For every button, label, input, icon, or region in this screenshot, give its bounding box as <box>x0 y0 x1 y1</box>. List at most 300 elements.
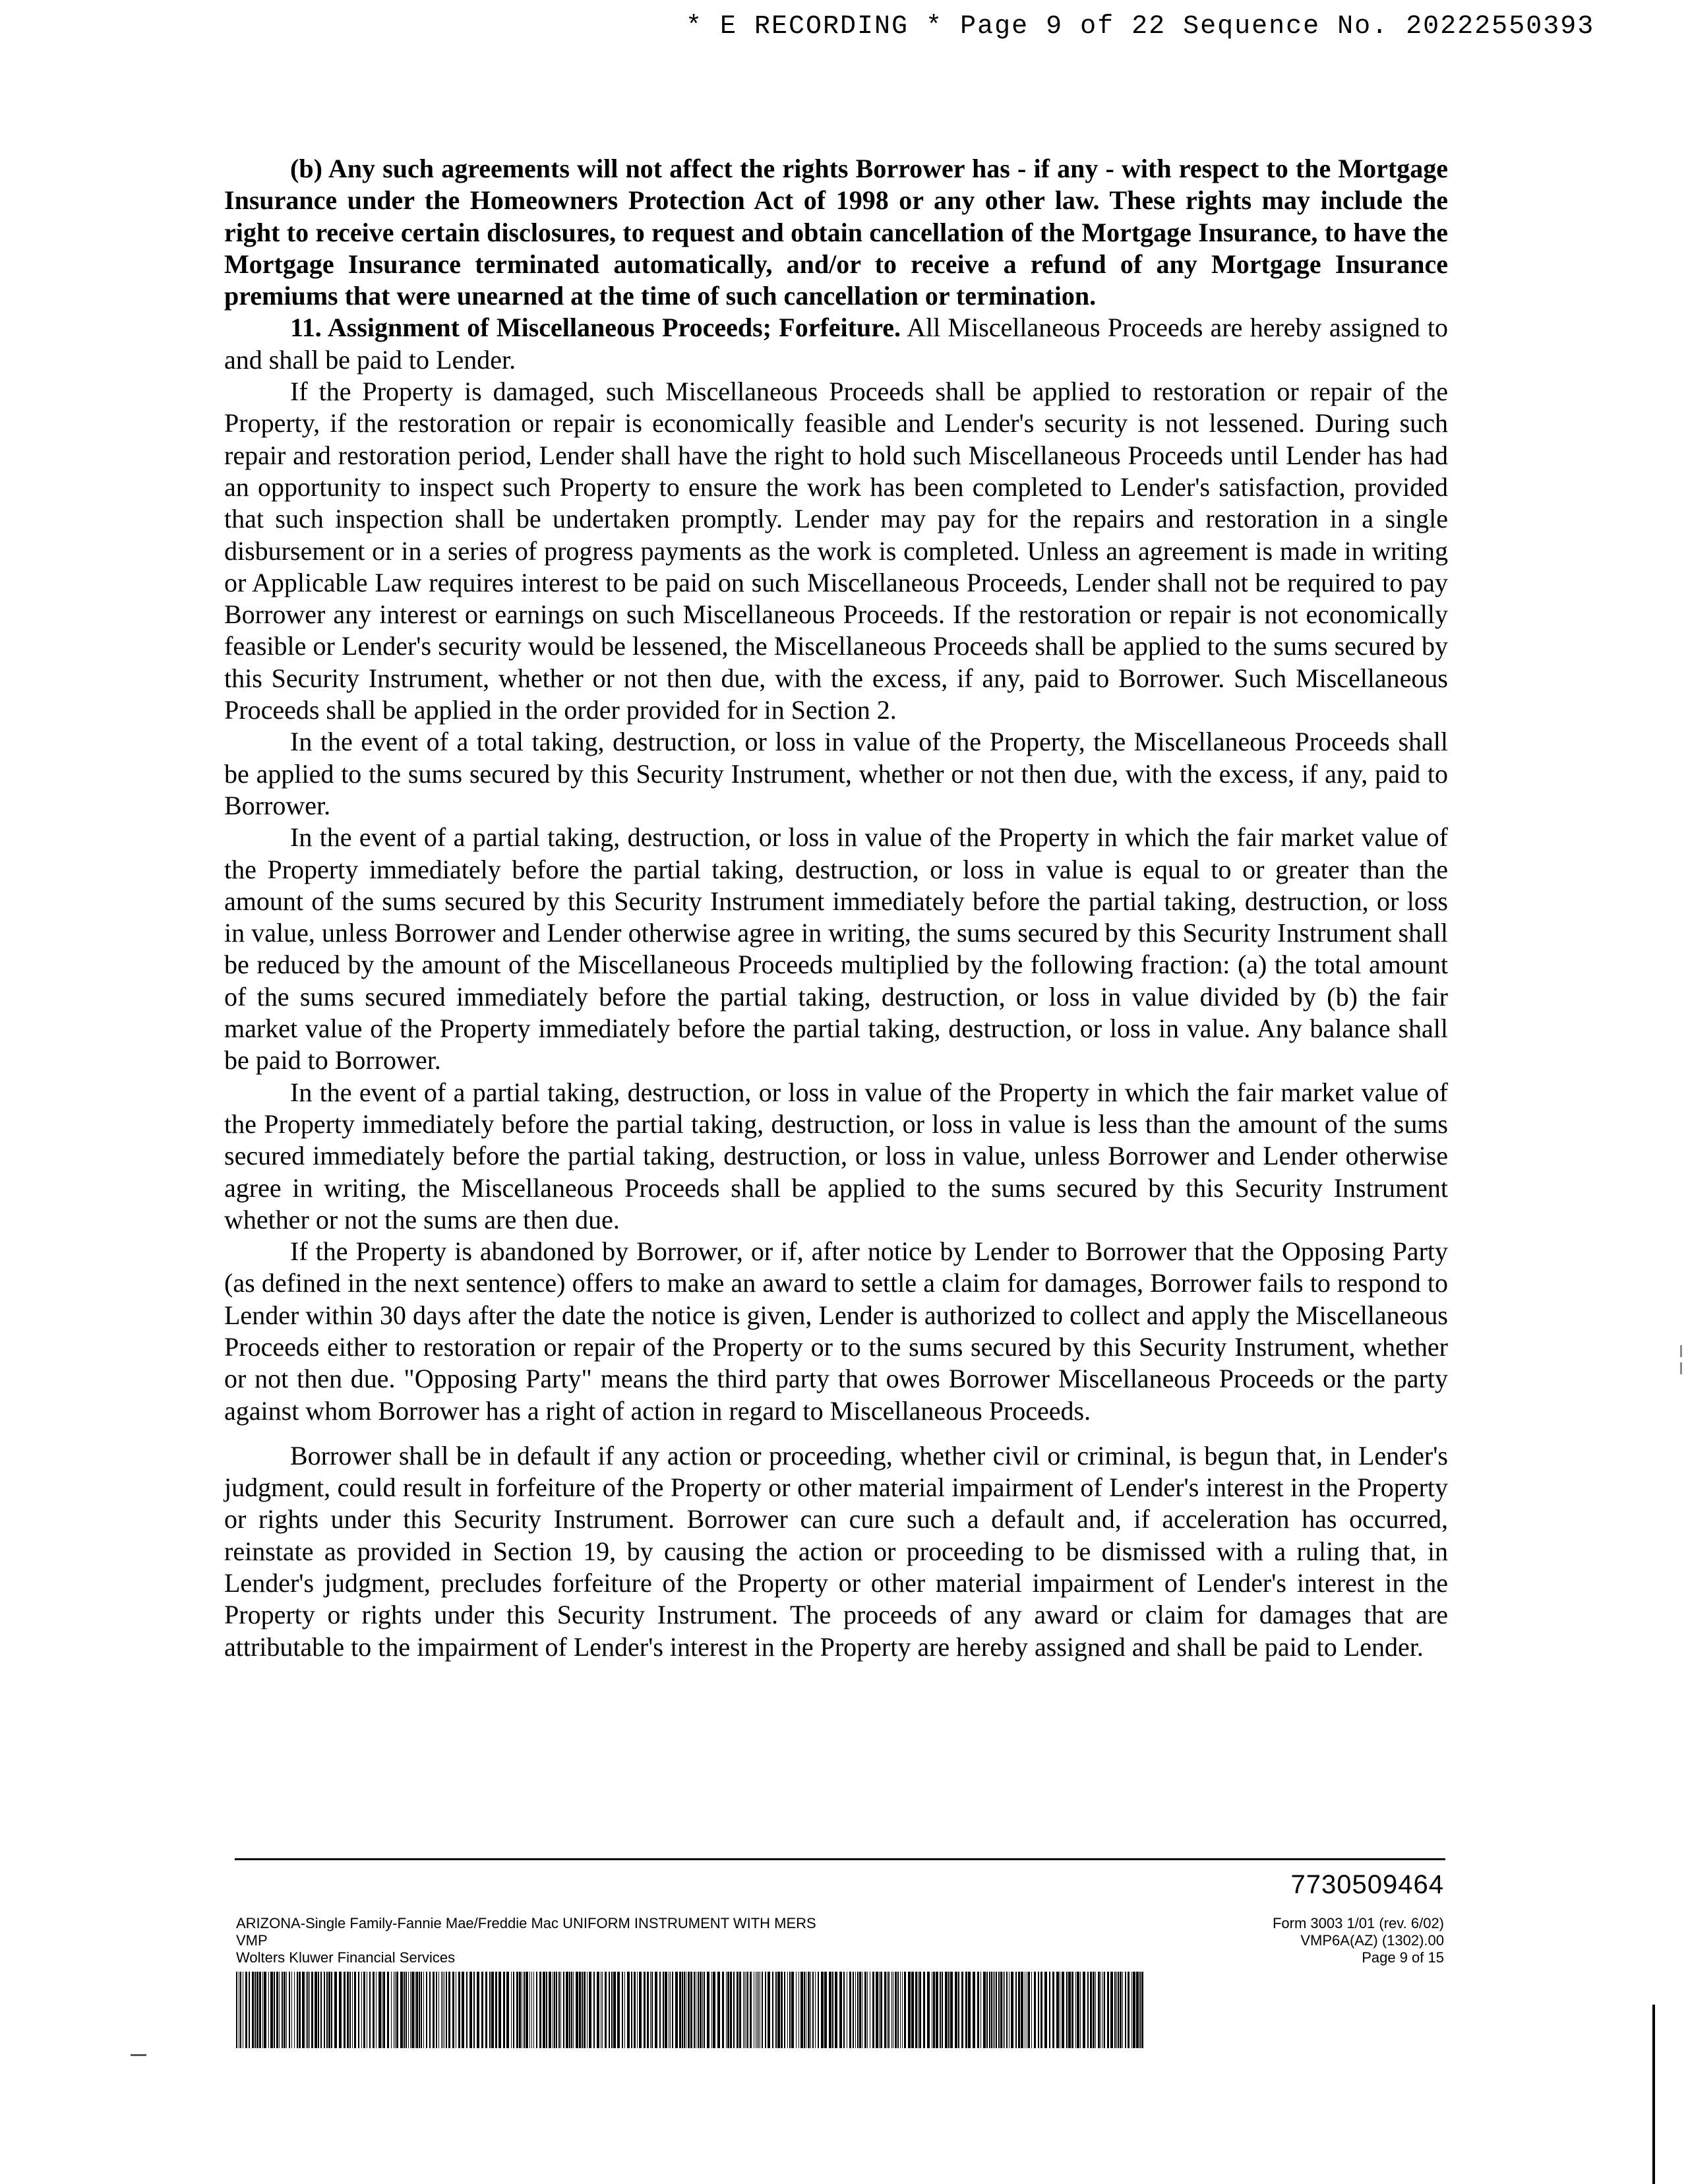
barcode-bar <box>584 1972 586 2048</box>
barcode-bar <box>609 1972 610 2048</box>
barcode-bar <box>815 1972 816 2048</box>
barcode-bar <box>1075 1972 1076 2048</box>
barcode-bar <box>958 1972 959 2048</box>
barcode-bar <box>1100 1972 1101 2048</box>
barcode-bar <box>864 1972 866 2048</box>
barcode-bar <box>1038 1972 1039 2048</box>
barcode-bar <box>839 1972 842 2048</box>
barcode-bar <box>617 1972 620 2048</box>
barcode-bar <box>334 1972 337 2048</box>
form-info-right <box>1121 1915 1444 1966</box>
barcode-bar <box>1068 1972 1071 2048</box>
barcode-bar <box>404 1972 405 2048</box>
barcode-bar <box>1095 1972 1096 2048</box>
barcode-bar <box>791 1972 794 2048</box>
barcode-bar <box>506 1972 509 2048</box>
margin-tick <box>131 2054 146 2056</box>
barcode-bar <box>1118 1972 1119 2048</box>
barcode-bar <box>597 1972 599 2048</box>
barcode-bar <box>320 1972 322 2048</box>
paragraph-abandoned: If the Property is abandoned by Borrower, or if, after notice by Lender to Borrower that the Opposing Party (as defined in the next sentence) offers to make an award to settle a claim for damages, Borrower fails to respond to Lender within 30 days after the date the notice is given, Lender is authorized to collect and apply the Miscellaneous Proceeds either to restoration or repair of the Property or to the sums secured by this Security Instrument, whether or not then due. "Opposing Party" means the third party that owes Borrower Miscellaneous Proceeds or the party against whom Borrower has a right of action in regard to Miscellaneous Proceeds. <box>224 1236 1448 1426</box>
barcode-bar <box>655 1972 657 2048</box>
barcode-bar <box>897 1972 899 2048</box>
barcode-bar <box>884 1972 886 2048</box>
barcode-bar <box>516 1972 518 2048</box>
barcode-bar <box>980 1972 981 2048</box>
barcode-bar <box>933 1972 935 2048</box>
barcode-bar <box>821 1972 824 2048</box>
barcode-bar <box>441 1972 442 2048</box>
barcode-bar <box>824 1972 827 2048</box>
barcode-bar <box>358 1972 359 2048</box>
barcode-bar <box>694 1972 695 2048</box>
paragraph-partial-less: In the event of a partial taking, destruction, or loss in value of the Property in which the fair market value of the Property immediately before the partial taking, destruction, or loss in value is less than the amount of the sums secured immediately before the partial taking, destruction, or loss in value, unless Borrower and Lender otherwise agree in writing, the Miscellaneous Proceeds shall be applied to the sums secured by this Security Instrument whether or not the sums are then due. <box>224 1077 1448 1234</box>
barcode-bar <box>670 1972 671 2048</box>
barcode-bar <box>973 1972 975 2048</box>
barcode-bar <box>762 1972 763 2048</box>
barcode-bar <box>579 1972 581 2048</box>
barcode-bar <box>549 1972 551 2048</box>
barcode-bar <box>1062 1972 1064 2048</box>
barcode-bar <box>726 1972 727 2048</box>
barcode-bar <box>940 1972 941 2048</box>
barcode-bar <box>624 1972 625 2048</box>
barcode-bar <box>743 1972 744 2048</box>
barcode-bar <box>276 1972 278 2048</box>
barcode-bar <box>983 1972 986 2048</box>
paragraph-partial-equal: In the event of a partial taking, destruction, or loss in value of the Property in which the fair market value of the Property immediately before the partial taking, destruction, or loss in value is equal to or greater than the amount of the sums secured by this Security Instrument immediately before the partial taking, destruction, or loss in value, unless Borrower and Lender otherwise agree in writing, the sums secured by this Security Instrument shall be reduced by the amount of the Miscellaneous Proceeds multiplied by the following fraction: (a) the total amount of the sums secured immediately before the partial taking, destruction, or loss in value divided by (b) the fair market value of the Property immediately before the partial taking, destruction, or loss in value. Any balance shall be paid to Borrower. <box>224 822 1448 1076</box>
barcode-bar <box>539 1972 541 2048</box>
barcode-bar <box>1104 1972 1105 2048</box>
barcode-bar <box>279 1972 280 2048</box>
barcode-bar <box>1116 1972 1117 2048</box>
barcode-bar <box>1136 1972 1139 2048</box>
section-11-paragraph <box>224 312 1448 376</box>
barcode-bar <box>777 1972 780 2048</box>
barcode-bar <box>309 1972 310 2048</box>
barcode-bar <box>631 1972 632 2048</box>
barcode-bar <box>672 1972 673 2048</box>
barcode-bar <box>812 1972 814 2048</box>
barcode-bar <box>639 1972 642 2048</box>
barcode-bar <box>950 1972 953 2048</box>
barcode-bar <box>700 1972 702 2048</box>
barcode-bar <box>637 1972 638 2048</box>
publisher-name: Wolters Kluwer Financial Services <box>236 1949 456 1966</box>
barcode-bar <box>1125 1972 1126 2048</box>
barcode-bar <box>1128 1972 1130 2048</box>
barcode-bar <box>945 1972 948 2048</box>
barcode-bar <box>768 1972 770 2048</box>
barcode-bar <box>331 1972 332 2048</box>
barcode-bar <box>994 1972 995 2048</box>
barcode-bar <box>262 1972 263 2048</box>
barcode-bar <box>1110 1972 1113 2048</box>
barcode-bar <box>446 1972 447 2048</box>
barcode-bar <box>1003 1972 1004 2048</box>
recording-header: * E RECORDING * Page 9 of 22 Sequence No. 20222550393 <box>686 12 1595 42</box>
barcode-bar <box>576 1972 578 2048</box>
barcode-bar <box>406 1972 407 2048</box>
barcode-bar <box>758 1972 759 2048</box>
barcode-bar <box>469 1972 472 2048</box>
barcode-bar <box>818 1972 819 2048</box>
barcode-bar <box>291 1972 292 2048</box>
barcode-bar <box>904 1972 906 2048</box>
barcode-bar <box>1098 1972 1100 2048</box>
barcode-bar <box>1139 1972 1141 2048</box>
barcode-bar <box>421 1972 422 2048</box>
barcode-bar <box>339 1972 342 2048</box>
barcode-bar <box>857 1972 859 2048</box>
loan-number: 7730509464 <box>1290 1870 1444 1899</box>
barcode-bar <box>772 1972 773 2048</box>
barcode-bar <box>613 1972 616 2048</box>
document-body <box>224 153 1448 1663</box>
barcode-bar <box>702 1972 703 2048</box>
barcode-bar <box>354 1972 356 2048</box>
barcode-bar <box>1090 1972 1092 2048</box>
barcode-bar <box>369 1972 371 2048</box>
barcode-bar <box>627 1972 630 2048</box>
barcode-bar <box>684 1972 685 2048</box>
barcode-bar <box>289 1972 290 2048</box>
barcode-bar <box>804 1972 805 2048</box>
barcode-bar <box>299 1972 301 2048</box>
barcode-bar <box>936 1972 938 2048</box>
barcode-bar <box>1131 1972 1132 2048</box>
barcode-bar <box>1006 1972 1008 2048</box>
barcode-bar <box>400 1972 403 2048</box>
barcode-bar <box>328 1972 330 2048</box>
paragraph-b: (b) Any such agreements will not affect the rights Borrower has - if any - with respect to the Mortgage Insurance under the Homeowners Protection Act of 1998 or any other law. These rights may include the right to receive certain disclosures, to request and obtain cancellation of the Mortgage Insurance, to have the Mortgage Insurance terminated automatically, and/or to receive a refund of any Mortgage Insurance premiums that were unearned at the time of such cancellation or termination. <box>224 154 1448 311</box>
barcode-bar <box>245 1972 247 2048</box>
barcode-bar <box>452 1972 454 2048</box>
barcode-bar <box>438 1972 439 2048</box>
barcode-bar <box>796 1972 797 2048</box>
section-11-intro: All Miscellaneous Proceeds are hereby assigned to and shall be paid to Lender. <box>224 313 1448 375</box>
barcode-bar <box>264 1972 266 2048</box>
barcode-bar <box>286 1972 287 2048</box>
page-indicator: Page 9 of 15 <box>1362 1949 1444 1966</box>
barcode-bar <box>1049 1972 1050 2048</box>
barcode-bar <box>349 1972 351 2048</box>
barcode-bar <box>787 1972 788 2048</box>
barcode-bar <box>634 1972 636 2048</box>
barcode-bar <box>789 1972 791 2048</box>
barcode-bar <box>891 1972 892 2048</box>
barcode-bar <box>268 1972 269 2048</box>
barcode-bar <box>473 1972 475 2048</box>
barcode-bar <box>326 1972 328 2048</box>
barcode-bar <box>1077 1972 1079 2048</box>
barcode-bar <box>587 1972 588 2048</box>
barcode-bar <box>573 1972 574 2048</box>
barcode-bar <box>1120 1972 1122 2048</box>
barcode-bar <box>611 1972 613 2048</box>
barcode-bar <box>543 1972 545 2048</box>
barcode-bar <box>665 1972 667 2048</box>
barcode-bar <box>849 1972 851 2048</box>
barcode-bar <box>872 1972 874 2048</box>
barcode-bar <box>993 1972 994 2048</box>
barcode-bar <box>423 1972 424 2048</box>
barcode-bar <box>876 1972 878 2048</box>
barcode-bar <box>361 1972 362 2048</box>
barcode-bar <box>1093 1972 1095 2048</box>
barcode-bar <box>240 1972 241 2048</box>
barcode-bar <box>908 1972 911 2048</box>
barcode-bar <box>448 1972 450 2048</box>
barcode <box>236 1972 1145 2048</box>
barcode-bar <box>998 1972 1000 2048</box>
barcode-bar <box>739 1972 741 2048</box>
barcode-bar <box>433 1972 435 2048</box>
barcode-bar <box>436 1972 437 2048</box>
form-title: ARIZONA-Single Family-Fannie Mae/Freddie Mac UNIFORM INSTRUMENT WITH MERS <box>236 1915 816 1931</box>
barcode-bar <box>829 1972 831 2048</box>
barcode-bar <box>843 1972 845 2048</box>
barcode-bar <box>347 1972 349 2048</box>
barcode-bar <box>644 1972 646 2048</box>
barcode-bar <box>867 1972 868 2048</box>
barcode-bar <box>781 1972 783 2048</box>
form-info-left <box>236 1915 816 1966</box>
barcode-bar <box>961 1972 963 2048</box>
barcode-bar <box>411 1972 414 2048</box>
barcode-bar <box>1034 1972 1036 2048</box>
barcode-bar <box>602 1972 603 2048</box>
barcode-bar <box>419 1972 420 2048</box>
barcode-bar <box>948 1972 950 2048</box>
barcode-bar <box>252 1972 254 2048</box>
barcode-bar <box>569 1972 570 2048</box>
vmp-label: VMP <box>236 1932 268 1949</box>
barcode-bar <box>1080 1972 1081 2048</box>
barcode-bar <box>363 1972 365 2048</box>
barcode-bar <box>536 1972 537 2048</box>
barcode-bar <box>737 1972 738 2048</box>
barcode-bar <box>466 1972 467 2048</box>
barcode-bar <box>531 1972 532 2048</box>
barcode-bar <box>315 1972 317 2048</box>
barcode-bar <box>533 1972 534 2048</box>
barcode-bar <box>765 1972 766 2048</box>
barcode-bar <box>690 1972 692 2048</box>
barcode-bar <box>442 1972 443 2048</box>
barcode-bar <box>462 1972 464 2048</box>
barcode-bar <box>589 1972 591 2048</box>
barcode-bar <box>284 1972 286 2048</box>
barcode-bar <box>650 1972 651 2048</box>
barcode-bar <box>996 1972 997 2048</box>
barcode-bar <box>955 1972 957 2048</box>
barcode-bar <box>429 1972 431 2048</box>
barcode-bar <box>566 1972 568 2048</box>
barcode-bar <box>306 1972 307 2048</box>
barcode-bar <box>270 1972 273 2048</box>
barcode-bar <box>1114 1972 1116 2048</box>
barcode-bar <box>727 1972 729 2048</box>
barcode-bar <box>1004 1972 1005 2048</box>
barcode-bar <box>707 1972 709 2048</box>
barcode-bar <box>307 1972 309 2048</box>
barcode-bar <box>373 1972 375 2048</box>
barcode-bar <box>919 1972 921 2048</box>
barcode-bar <box>491 1972 494 2048</box>
barcode-bar <box>255 1972 256 2048</box>
barcode-bar <box>1066 1972 1068 2048</box>
barcode-bar <box>698 1972 699 2048</box>
barcode-bar <box>880 1972 882 2048</box>
barcode-bar <box>991 1972 992 2048</box>
barcode-bar <box>408 1972 409 2048</box>
section-11-heading: 11. Assignment of Miscellaneous Proceeds; Forfeiture. <box>290 313 901 343</box>
barcode-bar <box>259 1972 261 2048</box>
barcode-bar <box>458 1972 460 2048</box>
barcode-bar <box>376 1972 377 2048</box>
barcode-bar <box>1102 1972 1103 2048</box>
barcode-bar <box>513 1972 514 2048</box>
barcode-bar <box>887 1972 888 2048</box>
barcode-bar <box>835 1972 837 2048</box>
barcode-bar <box>426 1972 427 2048</box>
barcode-bar <box>713 1972 715 2048</box>
barcode-bar <box>757 1972 758 2048</box>
barcode-bar <box>560 1972 561 2048</box>
barcode-bar <box>311 1972 313 2048</box>
barcode-bar <box>1133 1972 1135 2048</box>
barcode-bar <box>395 1972 396 2048</box>
barcode-bar <box>1071 1972 1073 2048</box>
barcode-bar <box>236 1972 237 2048</box>
margin-mark <box>1680 1345 1682 1357</box>
barcode-bar <box>675 1972 678 2048</box>
barcode-bar <box>344 1972 346 2048</box>
barcode-bar <box>942 1972 943 2048</box>
barcode-bar <box>1015 1972 1017 2048</box>
barcode-bar <box>503 1972 505 2048</box>
barcode-bar <box>622 1972 623 2048</box>
barcode-bar <box>249 1972 250 2048</box>
barcode-bar <box>659 1972 661 2048</box>
barcode-bar <box>318 1972 319 2048</box>
barcode-bar <box>274 1972 275 2048</box>
barcode-bar <box>682 1972 683 2048</box>
barcode-bar <box>1044 1972 1047 2048</box>
barcode-bar <box>663 1972 664 2048</box>
barcode-bar <box>593 1972 595 2048</box>
barcode-bar <box>744 1972 745 2048</box>
barcode-bar <box>784 1972 785 2048</box>
barcode-bar <box>1122 1972 1123 2048</box>
barcode-bar <box>1040 1972 1042 2048</box>
barcode-bar <box>895 1972 897 2048</box>
barcode-bar <box>416 1972 418 2048</box>
barcode-bar <box>526 1972 528 2048</box>
barcode-bar <box>1011 1972 1013 2048</box>
margin-mark <box>1680 1362 1682 1374</box>
barcode-bar <box>722 1972 724 2048</box>
barcode-bar <box>554 1972 555 2048</box>
barcode-bar <box>489 1972 491 2048</box>
barcode-bar <box>927 1972 930 2048</box>
barcode-bar <box>297 1972 298 2048</box>
barcode-bar <box>378 1972 381 2048</box>
barcode-bar <box>688 1972 690 2048</box>
barcode-bar <box>730 1972 732 2048</box>
barcode-bar <box>410 1972 411 2048</box>
barcode-bar <box>485 1972 487 2048</box>
barcode-bar <box>1083 1972 1085 2048</box>
barcode-bar <box>571 1972 572 2048</box>
barcode-bar <box>1107 1972 1109 2048</box>
barcode-bar <box>968 1972 971 2048</box>
barcode-bar <box>498 1972 501 2048</box>
barcode-bar <box>989 1972 990 2048</box>
barcode-bar <box>477 1972 479 2048</box>
barcode-bar <box>679 1972 681 2048</box>
barcode-bar <box>717 1972 720 2048</box>
barcode-bar <box>582 1972 583 2048</box>
barcode-bar <box>859 1972 861 2048</box>
barcode-bar <box>704 1972 705 2048</box>
paragraph-default: Borrower shall be in default if any action or proceeding, whether civil or criminal, is begun that, in Lender's judgment, could result in forfeiture of the Property or other material impairment of Lender's interest in the Property or rights under this Security Instrument. Borrower can cure such a default and, if acceleration has occurred, reinstate as provided in Section 19, by causing the action or proceeding to be dismissed with a ruling that, in Lender's judgment, precludes forfeiture of the Property or other material impairment of Lender's interest in the Property or rights under this Security Instrument. The proceeds of any award or claim for damages that are attributable to the impairment of Lender's interest in the Property are hereby assigned and shall be paid to Lender. <box>224 1440 1448 1662</box>
barcode-bar <box>324 1972 325 2048</box>
footer-rule <box>235 1858 1445 1860</box>
barcode-bar <box>1009 1972 1010 2048</box>
form-number: Form 3003 1/01 (rev. 6/02) <box>1272 1915 1444 1931</box>
barcode-bar <box>546 1972 547 2048</box>
barcode-bar <box>282 1972 283 2048</box>
barcode-bar <box>888 1972 889 2048</box>
barcode-bar <box>558 1972 560 2048</box>
barcode-bar <box>391 1972 392 2048</box>
paragraph-damaged: If the Property is damaged, such Miscellaneous Proceeds shall be applied to restoration or repair of the Property, if the restoration or repair is economically feasible and Lender's security is not lessened. During such repair and restoration period, Lender shall have the right to hold such Miscellaneous Proceeds until Lender has had an opportunity to inspect such Property to ensure the work has been completed to Lender's satisfaction, provided that such inspection shall be undertaken promptly. Lender may pay for the repairs and restoration in a single disbursement or in a series of progress payments as the work is completed. Unless an agreement is made in writing or Applicable Law requires interest to be paid on such Miscellaneous Proceeds, Lender shall not be required to pay Borrower any interest or earnings on such Miscellaneous Proceeds. If the restoration or repair is not economically feasible or Lender's security would be lessened, the Miscellaneous Proceeds shall be applied to the sums secured by this Security Instrument, whether or not then due, with the excess, if any, paid to Borrower. Such Miscellaneous Proceeds shall be applied in the order provided for in Section 2. <box>224 377 1448 725</box>
barcode-bar <box>918 1972 919 2048</box>
barcode-bar <box>1031 1972 1032 2048</box>
barcode-bar <box>1021 1972 1023 2048</box>
barcode-bar <box>256 1972 258 2048</box>
barcode-bar <box>911 1972 914 2048</box>
barcode-bar <box>519 1972 521 2048</box>
barcode-bar <box>808 1972 810 2048</box>
barcode-bar <box>986 1972 988 2048</box>
barcode-bar <box>747 1972 748 2048</box>
barcode-bar <box>352 1972 353 2048</box>
barcode-bar <box>563 1972 564 2048</box>
barcode-bar <box>1056 1972 1059 2048</box>
barcode-bar <box>511 1972 512 2048</box>
page-edge <box>1652 2005 1655 2184</box>
barcode-bar <box>915 1972 917 2048</box>
barcode-bar <box>810 1972 811 2048</box>
barcode-bar <box>750 1972 752 2048</box>
barcode-bar <box>900 1972 901 2048</box>
barcode-bar <box>879 1972 880 2048</box>
barcode-bar <box>294 1972 295 2048</box>
barcode-bar <box>855 1972 856 2048</box>
barcode-bar <box>556 1972 557 2048</box>
barcode-bar <box>605 1972 607 2048</box>
barcode-bar <box>1028 1972 1030 2048</box>
barcode-bar <box>387 1972 389 2048</box>
barcode-bar <box>383 1972 385 2048</box>
barcode-bar <box>775 1972 777 2048</box>
barcode-bar <box>302 1972 305 2048</box>
barcode-bar <box>923 1972 925 2048</box>
form-code: VMP6A(AZ) (1302).00 <box>1300 1932 1444 1949</box>
